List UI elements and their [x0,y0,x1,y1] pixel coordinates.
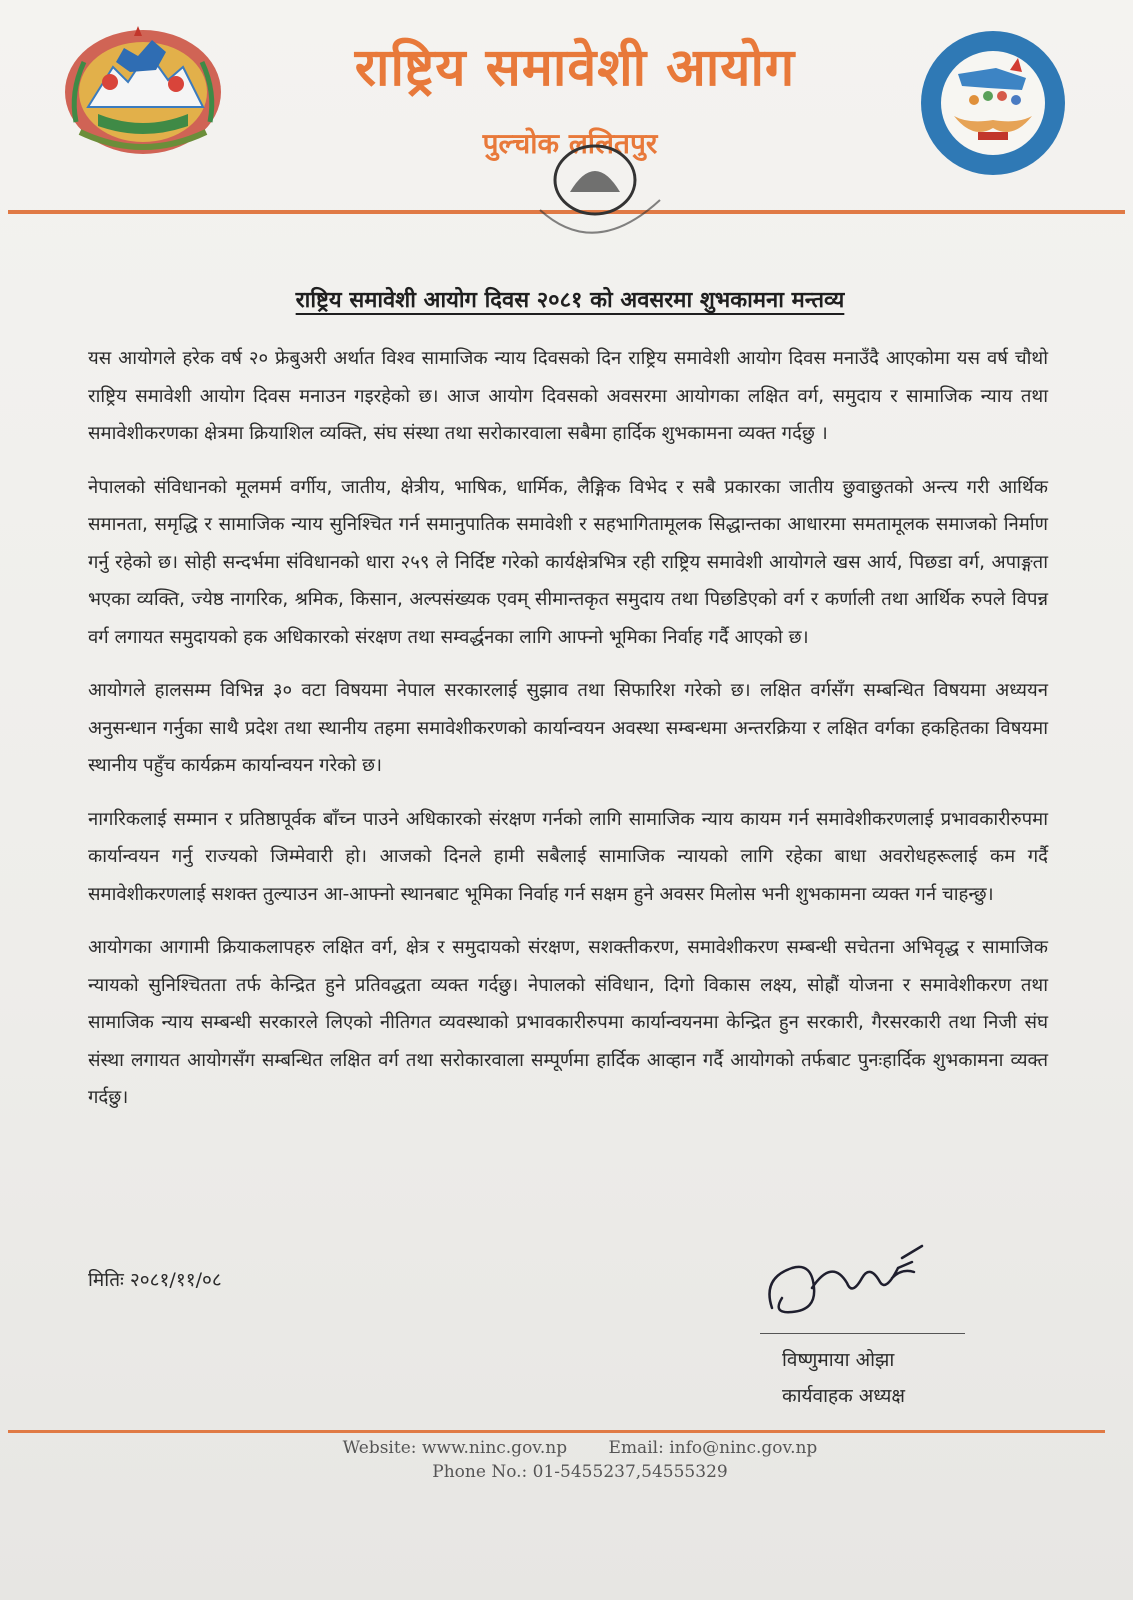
organization-title: राष्ट्रिय समावेशी आयोग [354,38,796,98]
body-paragraph: नागरिकलाई सम्मान र प्रतिष्ठापूर्वक बाँच्न पाउने अधिकारको संरक्षण गर्नको लागि सामाजिक न्याय कायम गर्न समावेशीकरणलाई प्रभावकारीरुपमा कार्यान्वयन गर्नु राज्यको जिम्मेवारी हो। आजको दिनले हामी सबैलाई सामाजिक न्यायको लागि रहेका बाधा अवरोधहरूलाई कम गर्दै समावेशीकरणलाई सशक्त तुल्याउन आ-आफ्नो स्थानबाट भूमिका निर्वाह गर्न सक्षम हुने अवसर मिलोस भनी शुभकामना व्यक्त गर्न चाहन्छु। [88,808,1048,905]
office-stamp-icon [500,140,690,265]
letter-body [88,340,1048,1133]
footer-phone: Phone No.: 01-5455237,54555329 [432,1462,728,1482]
signature-line [760,1333,965,1334]
footer-email: Email: info@ninc.gov.np [608,1438,818,1458]
organization-location: पुल्चोक ललितपुर [482,127,658,160]
signer-title: कार्यवाहक अध्यक्ष [782,1385,906,1407]
national-inclusion-commission-logo-icon [918,28,1068,178]
footer-contact [280,1438,880,1458]
letter-date: मितिः २०८१/११/०८ [88,1269,222,1291]
body-paragraph: नेपालको संविधानको मूलमर्म वर्गीय, जातीय, क्षेत्रीय, भाषिक, धार्मिक, लैङ्गिक विभेद र सबै प्रकारका जातीय छुवाछुतको अन्त्य गरी आर्थिक समानता, समृद्धि र सामाजिक न्याय सुनिश्चित गर्न समानुपातिक समावेशी र सहभागितामूलक सिद्धान्तका आधारमा समतामूलक समाजको निर्माण गर्नु रहेको छ। सोही सन्दर्भमा संविधानको धारा २५९ ले निर्दिष्ट गरेको कार्यक्षेत्रभित्र रही राष्ट्रिय समावेशी आयोगले खस आर्य, पिछडा वर्ग, अपाङ्गता भएका व्यक्ति, ज्येष्ठ नागरिक, श्रमिक, किसान, अल्पसंख्यक एवम् सीमान्तकृत समुदाय तथा पिछडिएको वर्ग र कर्णाली तथा आर्थिक रुपले विपन्न वर्ग लगायत समुदायको हक अधिकारको संरक्षण तथा सम्वर्द्धनका लागि आफ्नो भूमिका निर्वाह गर्दै आएको छ। [88,476,1048,648]
handwritten-signature-icon [752,1238,942,1333]
footer-website: Website: www.ninc.gov.np [342,1438,568,1458]
nepal-government-emblem-icon [58,22,228,162]
body-paragraph: आयोगका आगामी क्रियाकलापहरु लक्षित वर्ग, क्षेत्र र समुदायको संरक्षण, सशक्तीकरण, समावेशीकरण सम्बन्धी सचेतना अभिवृद्ध र सामाजिक न्यायको सुनिश्चितता तर्फ केन्द्रित हुने प्रतिवद्धता व्यक्त गर्दछु। नेपालको संविधान, दिगो विकास लक्ष्य, सोह्रौं योजना र समावेशीकरण तथा सामाजिक न्याय सम्बन्धी सरकारले लिएको नीतिगत व्यवस्थाको प्रभावकारीरुपमा कार्यान्वयनमा केन्द्रित हुन सरकारी, गैरसरकारी तथा निजी संघ संस्था लगायत आयोगसँग सम्बन्धित लक्षित वर्ग तथा सरोकारवाला सम्पूर्णमा हार्दिक आव्हान गर्दै आयोगको तर्फबाट पुनःहार्दिक शुभकामना व्यक्त गर्दछु। [88,937,1048,1108]
footer-divider [8,1430,1105,1433]
body-paragraph: आयोगले हालसम्म विभिन्न ३० वटा विषयमा नेपाल सरकारलाई सुझाव तथा सिफारिश गरेको छ। लक्षित वर्गसँग सम्बन्धित विषयमा अध्ययन अनुसन्धान गर्नुका साथै प्रदेश तथा स्थानीय तहमा समावेशीकरणको कार्यान्वयन अवस्था सम्बन्धमा अन्तरक्रिया र लक्षित वर्गका हकहितका विषयमा स्थानीय पहुँच कार्यक्रम कार्यान्वयन गरेको छ। [88,680,1048,776]
body-paragraph: यस आयोगले हरेक वर्ष २० फ्रेबुअरी अर्थात विश्व सामाजिक न्याय दिवसको दिन राष्ट्रिय समावेशी आयोग दिवस मनाउँदै आएकोमा यस वर्ष चौथो राष्ट्रिय समावेशी आयोग दिवस मनाउन गइरहेको छ। आज आयोग दिवसको अवसरमा आयोगका लक्षित वर्ग, समुदाय र सामाजिक न्याय तथा समावेशीकरणका क्षेत्रमा क्रियाशिल व्यक्ति, संघ संस्था तथा सरोकारवाला सबैमा हार्दिक शुभकामना व्यक्त गर्दछु । [88,348,1048,444]
signer-name: विष्णुमाया ओझा [782,1349,895,1371]
letter-subject: राष्ट्रिय समावेशी आयोग दिवस २०८१ को अवसरमा शुभकामना मन्तव्य [295,288,845,313]
